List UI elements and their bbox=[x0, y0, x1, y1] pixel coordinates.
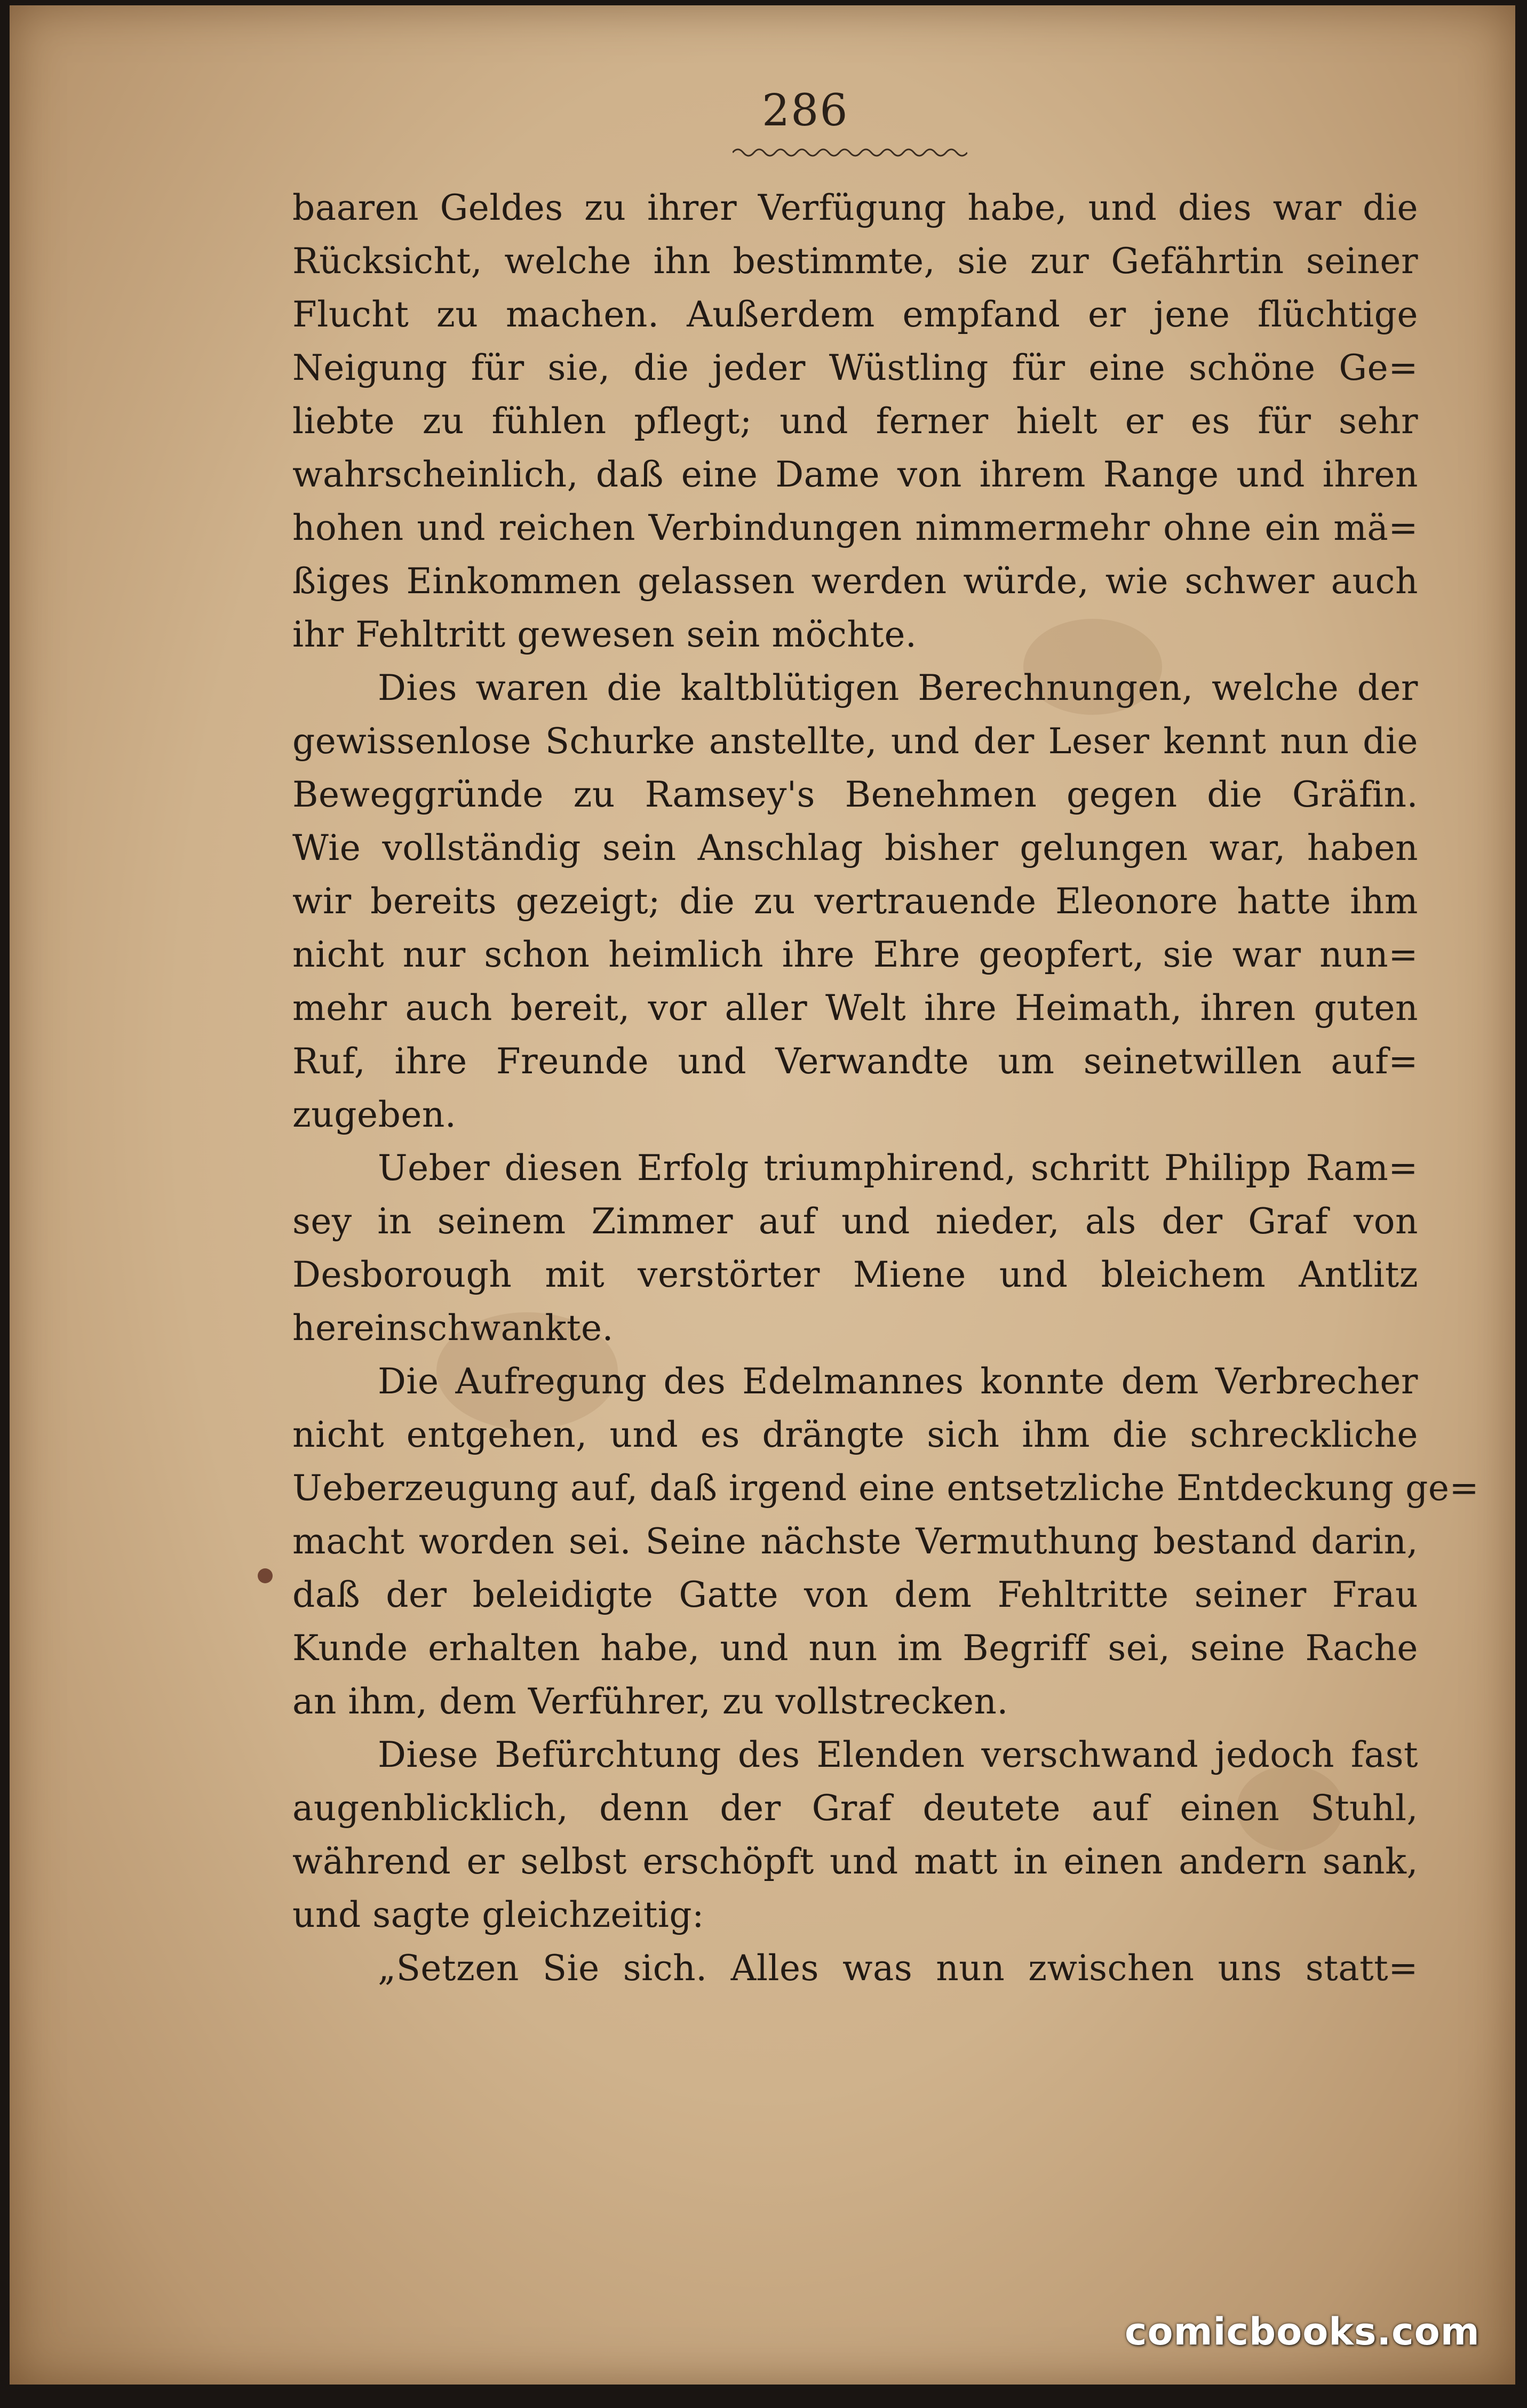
text-line: Wie vollständig sein Anschlag bisher gelungen war, haben bbox=[292, 827, 1418, 868]
text-line: macht worden sei. Seine nächste Vermuthung bestand darin, bbox=[292, 1521, 1418, 1562]
page-number-ornament bbox=[733, 145, 967, 160]
text-line: ßiges Einkommen gelassen werden würde, wie schwer auch bbox=[292, 561, 1418, 602]
text-line: sey in seinem Zimmer auf und nieder, als der Graf von bbox=[292, 1201, 1418, 1242]
text-line: hohen und reichen Verbindungen nimmermehr ohne ein mä= bbox=[292, 507, 1418, 548]
text-line: ihr Fehltritt gewesen sein möchte. bbox=[292, 614, 917, 655]
text-line: baaren Geldes zu ihrer Verfügung habe, und dies war die bbox=[292, 187, 1418, 228]
text-line: Beweggründe zu Ramsey's Benehmen gegen die Gräfin. bbox=[292, 774, 1418, 815]
text-line: nicht entgehen, und es drängte sich ihm die schreckliche bbox=[292, 1414, 1418, 1455]
text-line: Diese Befürchtung des Elenden verschwand jedoch fast bbox=[378, 1734, 1418, 1775]
book-page bbox=[10, 5, 1515, 2385]
text-line: Desborough mit verstörter Miene und bleichem Antlitz bbox=[292, 1254, 1418, 1295]
text-line: Ruf, ihre Freunde und Verwandte um seinetwillen auf= bbox=[292, 1041, 1418, 1082]
text-line: mehr auch bereit, vor aller Welt ihre Heimath, ihren guten bbox=[292, 987, 1418, 1028]
text-line: und sagte gleichzeitig: bbox=[292, 1894, 704, 1935]
text-line: Die Aufregung des Edelmannes konnte dem Verbrecher bbox=[378, 1361, 1418, 1402]
text-line: liebte zu fühlen pflegt; und ferner hielt er es für sehr bbox=[292, 401, 1418, 442]
margin-ink-mark bbox=[258, 1568, 273, 1583]
text-line: wir bereits gezeigt; die zu vertrauende Eleonore hatte ihm bbox=[292, 881, 1418, 922]
text-line: Dies waren die kaltblütigen Berechnungen, welche der bbox=[378, 667, 1418, 708]
text-line: Flucht zu machen. Außerdem empfand er jene flüchtige bbox=[292, 294, 1418, 335]
text-line: nicht nur schon heimlich ihre Ehre geopfert, sie war nun= bbox=[292, 934, 1418, 975]
text-line: hereinschwankte. bbox=[292, 1307, 614, 1349]
text-line: augenblicklich, denn der Graf deutete auf einen Stuhl, bbox=[292, 1788, 1418, 1829]
page-number: 286 bbox=[762, 85, 849, 136]
text-line: daß der beleidigte Gatte von dem Fehltritte seiner Frau bbox=[292, 1574, 1418, 1615]
text-line: Kunde erhalten habe, und nun im Begriff sei, seine Rache bbox=[292, 1628, 1418, 1669]
text-line: Neigung für sie, die jeder Wüstling für eine schöne Ge= bbox=[292, 347, 1418, 388]
text-line: Rücksicht, welche ihn bestimmte, sie zur Gefährtin seiner bbox=[292, 241, 1418, 282]
text-line: Ueberzeugung auf, daß irgend eine entsetzliche Entdeckung ge= bbox=[292, 1468, 1480, 1509]
text-line: zugeben. bbox=[292, 1094, 457, 1135]
text-line: an ihm, dem Verführer, zu vollstrecken. bbox=[292, 1681, 1008, 1722]
text-line: „Setzen Sie sich. Alles was nun zwischen uns statt= bbox=[378, 1948, 1418, 1989]
text-line: während er selbst erschöpft und matt in einen andern sank, bbox=[292, 1841, 1418, 1882]
watermark: comicbooks.com bbox=[1125, 2310, 1480, 2354]
text-line: gewissenlose Schurke anstellte, und der Leser kennt nun die bbox=[292, 721, 1418, 762]
text-line: wahrscheinlich, daß eine Dame von ihrem Range und ihren bbox=[292, 454, 1418, 495]
text-line: Ueber diesen Erfolg triumphirend, schritt Philipp Ram= bbox=[378, 1147, 1418, 1189]
